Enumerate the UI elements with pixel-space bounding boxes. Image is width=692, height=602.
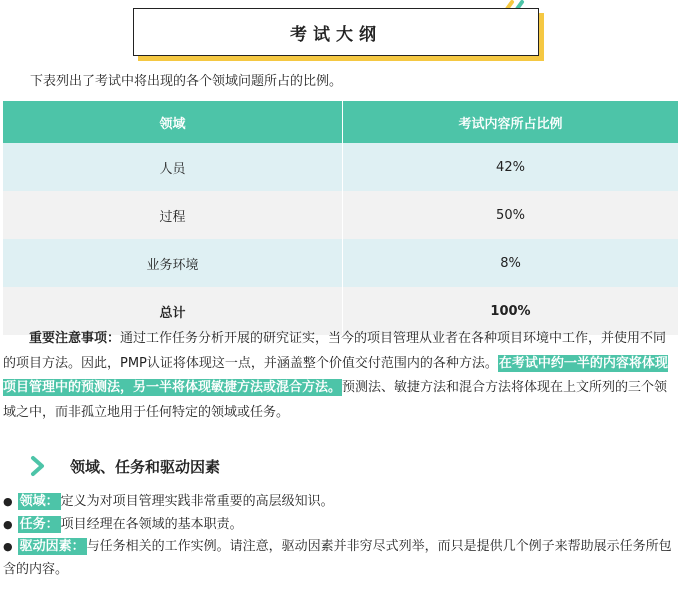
domain-distribution-table xyxy=(3,101,678,335)
list-item xyxy=(3,536,679,581)
title-card xyxy=(133,8,539,56)
list-item xyxy=(3,491,679,514)
table-row xyxy=(3,191,678,239)
cell-domain: 人员 xyxy=(3,143,343,191)
important-note xyxy=(3,327,679,425)
intro-text: 下表列出了考试中将出现的各个领域问题所占的比例。 xyxy=(30,74,343,89)
cell-share: 8% xyxy=(343,239,679,287)
cell-share: 42% xyxy=(343,143,679,191)
term-tag: 领域： xyxy=(19,494,59,509)
cell-domain: 过程 xyxy=(3,191,343,239)
table-row xyxy=(3,239,678,287)
term-definition: 定义为对项目管理实践非常重要的高层级知识。 xyxy=(60,494,334,509)
list-item xyxy=(3,514,679,537)
section-title: 领域、任务和驱动因素 xyxy=(70,457,221,476)
column-header-share: 考试内容所占比例 xyxy=(343,101,679,143)
column-header-domain: 领域 xyxy=(3,101,343,143)
cell-total-share: 100% xyxy=(343,287,679,335)
section-heading xyxy=(30,453,220,479)
note-lead: 重要注意事项： xyxy=(29,331,121,346)
note-highlight: 在考试中约一半的内容将体现项目管理中的预测法，另一半将体现敏捷方法或混合方法。 xyxy=(3,355,668,395)
table-header-row xyxy=(3,101,678,143)
cell-total-label: 总计 xyxy=(3,287,343,335)
term-definition: 项目经理在各领域的基本职责。 xyxy=(60,516,243,532)
table-row xyxy=(3,143,678,191)
bullet-icon: ● xyxy=(3,517,13,531)
bullet-icon: ● xyxy=(3,540,13,553)
cell-domain: 业务环境 xyxy=(3,239,343,287)
term-tag: 驱动因素： xyxy=(19,539,85,554)
note-text-1: 通过工作任务分析开展的研究证实，当今的项目管理从业者在各种项目环境中工作，并使用不同的项目方法。因此，PMP认证将体现这一点，并涵盖整个价值交付范围内的各种方法。 xyxy=(3,331,667,371)
chevron-right-icon xyxy=(30,455,46,477)
term-definition: 与任务相关的工作实例。请注意，驱动因素并非穷尽式列举，而只是提供几个例子来帮助展示任务所包含的内容。 xyxy=(3,539,672,577)
page-title: 考试大纲 xyxy=(290,24,382,45)
note-text-2: 预测法、敏捷方法和混合方法将体现在上文所列的三个领域之中，而非孤立地用于任何特定的领域或任务。 xyxy=(3,380,668,420)
term-tag: 任务： xyxy=(19,516,59,532)
bullet-icon: ● xyxy=(3,495,13,508)
cell-share: 50% xyxy=(343,191,679,239)
definition-list xyxy=(3,491,679,581)
